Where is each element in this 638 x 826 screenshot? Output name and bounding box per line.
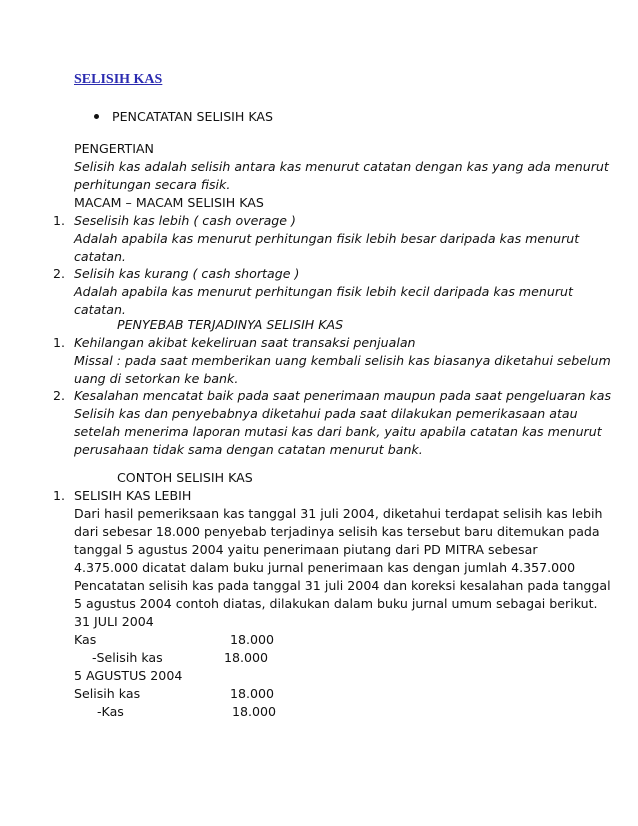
list-number: 1. [53,335,66,350]
journal-date: 31 JULI 2004 [74,614,154,629]
list-number: 1. [53,213,66,228]
macam-item-title: Seselisih kas lebih ( cash overage ) [74,213,296,228]
journal-date: 5 AGUSTUS 2004 [74,668,183,683]
penyebab-line: Missal : pada saat memberikan uang kembali selisih kas biasanya diketahui sebelum [74,353,611,368]
contoh-line: Pencatatan selisih kas pada tanggal 31 juli 2004 dan koreksi kesalahan pada tanggal [74,578,611,593]
penyebab-heading: PENYEBAB TERJADINYA SELISIH KAS [117,317,344,332]
list-number: 1. [53,488,66,503]
contoh-title: SELISIH KAS LEBIH [74,488,192,503]
bullet-icon [94,114,99,119]
penyebab-line: perusahaan tidak sama dengan catatan menurut bank. [74,442,423,457]
pengertian-text-line: perhitungan secara fisik. [74,177,231,192]
macam-item-desc: catatan. [74,249,126,264]
penyebab-line: uang di setorkan ke bank. [74,371,239,386]
pengertian-text-line: Selisih kas adalah selisih antara kas menurut catatan dengan kas yang ada menurut [74,159,609,174]
journal-amount: 18.000 [232,704,277,719]
macam-item-desc: Adalah apabila kas menurut perhitungan fisik lebih besar daripada kas menurut [74,231,580,246]
penyebab-line: setelah menerima laporan mutasi kas dari bank, yaitu apabila catatan kas menurut [74,424,602,439]
macam-item-title: Selisih kas kurang ( cash shortage ) [74,266,300,281]
macam-heading: MACAM – MACAM SELISIH KAS [74,195,264,210]
macam-item-desc: Adalah apabila kas menurut perhitungan fisik lebih kecil daripada kas menurut [74,284,573,299]
contoh-line: 4.375.000 dicatat dalam buku jurnal penerimaan kas dengan jumlah 4.357.000 [74,560,576,575]
contoh-line: tanggal 5 agustus 2004 yaitu penerimaan piutang dari PD MITRA sebesar [74,542,538,557]
contoh-line: 5 agustus 2004 contoh diatas, dilakukan dalam buku jurnal umum sebagai berikut. [74,596,598,611]
journal-account: Kas [74,632,97,647]
list-number: 2. [53,388,66,403]
journal-account: -Kas [97,704,124,719]
penyebab-line: Kesalahan mencatat baik pada saat penerimaan maupun pada saat pengeluaran kas [74,388,612,403]
journal-amount: 18.000 [224,650,269,665]
pengertian-heading: PENGERTIAN [74,141,154,156]
journal-account: -Selisih kas [92,650,163,665]
journal-amount: 18.000 [230,686,275,701]
contoh-heading: CONTOH SELISIH KAS [117,470,253,485]
contoh-line: dari sebesar 18.000 penyebab terjadinya selisih kas tersebut baru ditemukan pada [74,524,600,539]
contoh-line: Dari hasil pemeriksaan kas tanggal 31 juli 2004, diketahui terdapat selisih kas lebih [74,506,603,521]
journal-amount: 18.000 [230,632,275,647]
macam-item-desc: catatan. [74,302,126,317]
journal-account: Selisih kas [74,686,141,701]
penyebab-line: Selisih kas dan penyebabnya diketahui pada saat dilakukan pemerikasaan atau [74,406,578,421]
penyebab-line: Kehilangan akibat kekeliruan saat transaksi penjualan [74,335,416,350]
list-number: 2. [53,266,66,281]
section-heading-pencatatan: PENCATATAN SELISIH KAS [112,109,274,124]
page-title: SELISIH KAS [74,72,163,87]
